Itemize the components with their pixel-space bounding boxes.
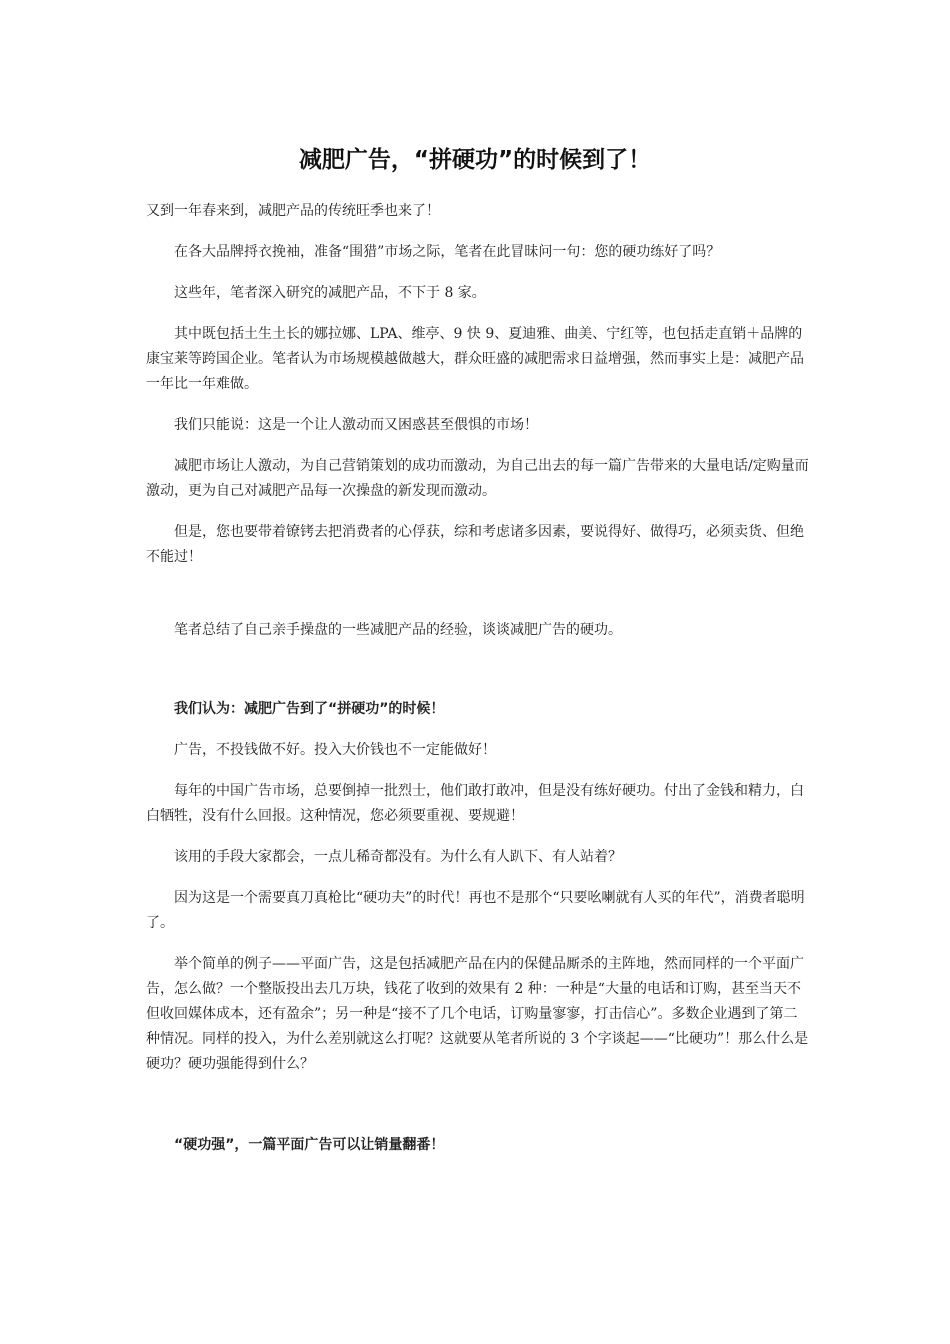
paragraph: 减肥市场让人激动，为自己营销策划的成功而激动，为自己出去的每一篇广告带来的大量电话/定购量而激动，更为自己对减肥产品每一次操盘的新发现而激动。 xyxy=(146,458,809,499)
paragraph: 但是，您也要带着镣铐去把消费者的心俘获，综和考虑诸多因素，要说得好、做得巧，必须卖货、但绝不能过！ xyxy=(146,524,804,565)
spacer xyxy=(146,586,810,618)
paragraph-intro: 又到一年春来到，减肥产品的传统旺季也来了！ xyxy=(146,203,440,219)
paragraph: 笔者总结了自己亲手操盘的一些减肥产品的经验，谈谈减肥广告的硬功。 xyxy=(174,622,622,638)
paragraph: 每年的中国广告市场，总要倒掉一批烈士，他们敢打敢冲，但是没有练好硬功。付出了金钱和精力，白白牺牲，没有什么回报。这种情况，您必须要重视、要规避！ xyxy=(146,783,804,824)
section-heading: 我们认为：减肥广告到了“拼硬功”的时候！ xyxy=(174,701,445,717)
document-body xyxy=(146,199,810,1174)
paragraph: 我们只能说：这是一个让人激动而又困惑甚至偎惧的市场！ xyxy=(174,417,538,433)
paragraph: 在各大品牌捋衣挽袖，准备“围猎”市场之际，笔者在此冒昧问一句：您的硬功练好了吗？ xyxy=(174,244,721,260)
paragraph: 这些年，笔者深入研究的减肥产品，不下于 8 家。 xyxy=(174,285,486,301)
paragraph: 广告，不投钱做不好。投入大价钱也不一定能做好！ xyxy=(174,742,496,758)
paragraph: 因为这是一个需要真刀真枪比“硬功夫”的时代！再也不是那个“只要吆喇就有人买的年代”，消费者聪明了。 xyxy=(146,890,805,931)
paragraph: 该用的手段大家都会，一点儿稀奇都没有。为什么有人趴下、有人站着？ xyxy=(174,849,622,865)
spacer xyxy=(146,1093,810,1133)
spacer xyxy=(146,659,810,697)
document-title: 减肥广告，“拼硬功”的时候到了！ xyxy=(298,147,652,173)
section-heading: “硬功强”，一篇平面广告可以让销量翻番！ xyxy=(174,1137,445,1153)
paragraph: 举个简单的例子——平面广告，这是包括减肥产品在内的保健品厮杀的主阵地，然而同样的一个平面广告，怎么做？一个整版投出去几万块，钱花了收到的效果有 2 种：一种是“大量的电话和订购，甚至当天不但收回媒体成本，还有盈余”；另一种是“接不了几个电话，订购量寥寥，打击信心”。多数企业遇到了第二种情况。同样的投入，为什么差别就这么打呢？这就要从笔者所说的 3 个字谈起——“比硬功”！那么什么是硬功？硬功强能得到什么？ xyxy=(146,956,809,1072)
paragraph: 其中既包括土生土长的娜拉娜、LPA、维亭、9 快 9、夏迪雅、曲美、宁红等，也包括走直销＋品牌的康宝莱等跨国企业。笔者认为市场规模越做越大，群众旺盛的减肥需求日益增强，然而事实上是：减肥产品一年比一年难做。 xyxy=(146,326,804,392)
